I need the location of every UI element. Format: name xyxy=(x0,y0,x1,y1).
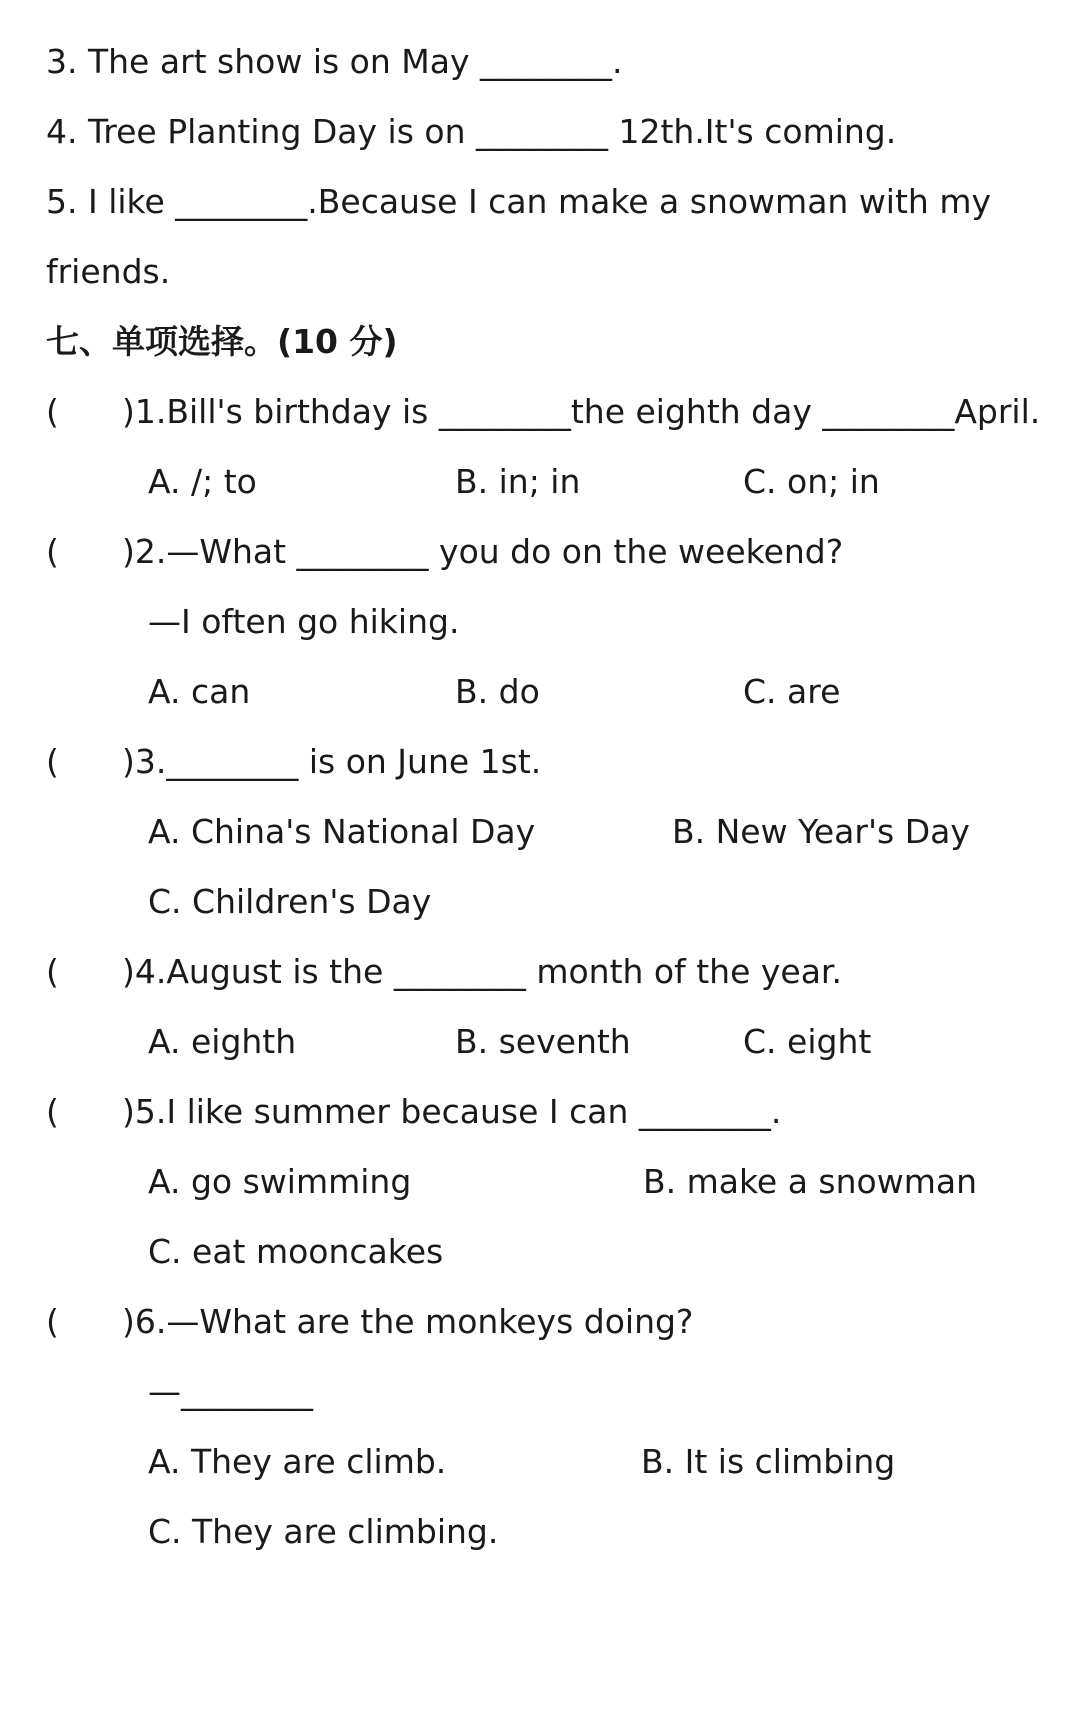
reply-text: —________ xyxy=(148,1372,313,1411)
question-text: )6.—What are the monkeys doing? xyxy=(122,1302,694,1341)
option-b: B. New Year's Day xyxy=(672,812,970,851)
option-a: A. go swimming xyxy=(148,1162,412,1201)
option-c: C. They are climbing. xyxy=(148,1512,499,1551)
section-heading-text: 七、单项选择。(10 分) xyxy=(46,322,398,361)
answer-paren: ( xyxy=(46,1092,59,1131)
answer-paren: ( xyxy=(46,742,59,781)
option-b: B. make a snowman xyxy=(643,1162,977,1201)
option-c: C. Children's Day xyxy=(148,882,432,921)
option-a: A. /; to xyxy=(148,462,257,501)
option-b: B. It is climbing xyxy=(641,1442,896,1481)
question-text: )3.________ is on June 1st. xyxy=(122,742,542,781)
option-b: B. do xyxy=(455,672,540,711)
option-a: A. China's National Day xyxy=(148,812,536,851)
option-c: C. are xyxy=(743,672,841,711)
option-c: C. eight xyxy=(743,1022,872,1061)
question-text: )4.August is the ________ month of the year. xyxy=(122,952,842,991)
question-text: )2.—What ________ you do on the weekend? xyxy=(122,532,844,571)
option-c: C. eat mooncakes xyxy=(148,1232,444,1271)
answer-paren: ( xyxy=(46,532,59,571)
option-b: B. in; in xyxy=(455,462,581,501)
answer-paren: ( xyxy=(46,392,59,431)
reply-text: —I often go hiking. xyxy=(148,602,460,641)
answer-paren: ( xyxy=(46,952,59,991)
fill-in-text: 3. The art show is on May ________. xyxy=(46,42,623,81)
fill-in-text: friends. xyxy=(46,252,171,291)
answer-paren: ( xyxy=(46,1302,59,1341)
fill-in-text: 5. I like ________.Because I can make a snowman with my xyxy=(46,182,991,221)
fill-in-text: 4. Tree Planting Day is on ________ 12th.It's coming. xyxy=(46,112,897,151)
question-text: )1.Bill's birthday is ________the eighth day ________April. xyxy=(122,392,1041,431)
question-text: )5.I like summer because I can ________. xyxy=(122,1092,782,1131)
option-a: A. eighth xyxy=(148,1022,297,1061)
option-a: A. They are climb. xyxy=(148,1442,447,1481)
option-b: B. seventh xyxy=(455,1022,631,1061)
option-c: C. on; in xyxy=(743,462,880,501)
option-a: A. can xyxy=(148,672,251,711)
